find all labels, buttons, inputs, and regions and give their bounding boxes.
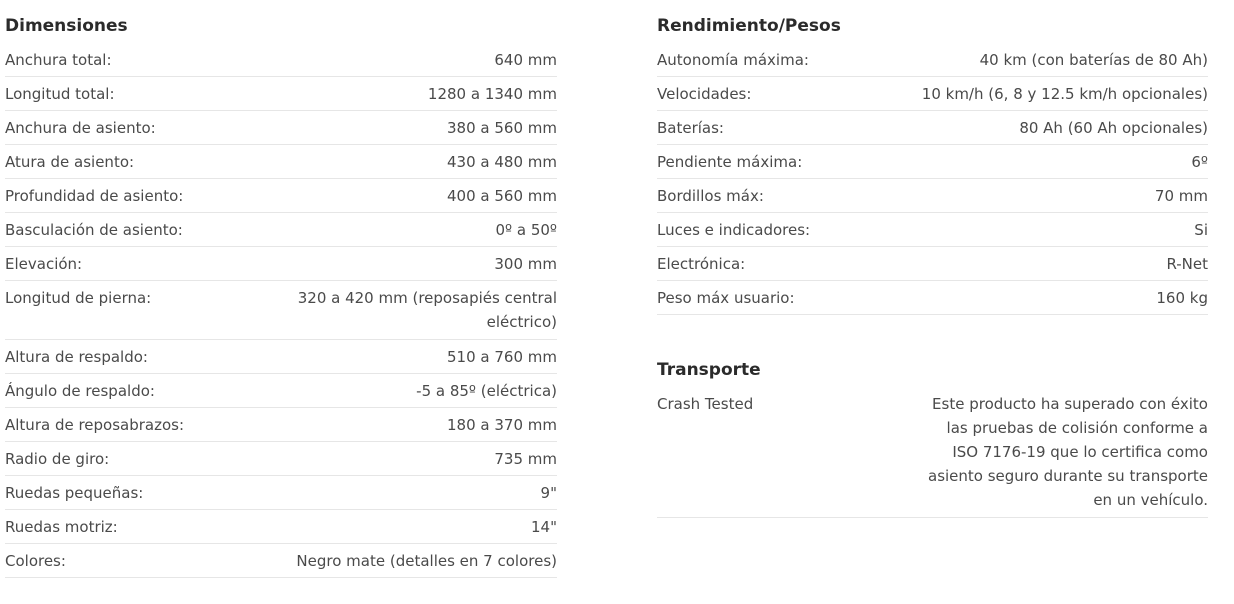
spec-row (657, 387, 1208, 518)
spec-row (5, 374, 557, 408)
spec-row (657, 281, 1208, 315)
spec-value: 510 a 760 mm (447, 348, 557, 366)
spec-row (5, 510, 557, 544)
spec-value: -5 a 85º (eléctrica) (416, 382, 557, 400)
spec-label: Longitud total: (5, 85, 115, 103)
spec-label: Elevación: (5, 255, 83, 273)
spec-value: R-Net (1166, 255, 1208, 273)
spec-label: Luces e indicadores: (657, 221, 811, 239)
spec-value: Si (1194, 221, 1208, 239)
spec-value: Negro mate (detalles en 7 colores) (296, 552, 557, 570)
spec-label: Anchura total: (5, 51, 112, 69)
spec-value: 14" (531, 518, 557, 536)
spec-label: Radio de giro: (5, 450, 110, 468)
spec-row (657, 43, 1208, 77)
spec-label: Autonomía máxima: (657, 51, 809, 69)
spec-value: 400 a 560 mm (447, 187, 557, 205)
spec-label: Longitud de pierna: (5, 289, 152, 307)
spec-value: Este producto ha superado con éxito las pruebas de colisión conforme a ISO 7176-19 que lo certifica como asiento seguro durante su transporte en un vehículo. (928, 395, 1208, 509)
spec-label: Velocidades: (657, 85, 752, 103)
spec-label: Electrónica: (657, 255, 746, 273)
spec-label: Ruedas motriz: (5, 518, 118, 536)
spec-value: 640 mm (494, 51, 557, 69)
spec-value: 10 km/h (6, 8 y 12.5 km/h opcionales) (921, 85, 1208, 103)
spec-row (5, 111, 557, 145)
spec-label: Crash Tested (657, 395, 754, 413)
spec-row (5, 544, 557, 578)
spec-label: Colores: (5, 552, 66, 570)
spec-row (657, 179, 1208, 213)
spec-row (5, 77, 557, 111)
spec-label: Anchura de asiento: (5, 119, 156, 137)
spec-value: 320 a 420 mm (reposapiés central eléctrico) (297, 289, 557, 331)
spec-label: Baterías: (657, 119, 724, 137)
spec-label: Peso máx usuario: (657, 289, 795, 307)
spec-row (5, 408, 557, 442)
rendimiento-table (657, 43, 1208, 315)
spec-value: 40 km (con baterías de 80 Ah) (979, 51, 1208, 69)
spec-value: 0º a 50º (495, 221, 557, 239)
spec-label: Atura de asiento: (5, 153, 135, 171)
transporte-table (657, 387, 1208, 518)
spec-value: 380 a 560 mm (447, 119, 557, 137)
spec-value: 80 Ah (60 Ah opcionales) (1019, 119, 1208, 137)
spec-row (657, 77, 1208, 111)
spec-value: 300 mm (494, 255, 557, 273)
spec-value: 180 a 370 mm (447, 416, 557, 434)
spec-row (5, 213, 557, 247)
spec-value: 735 mm (494, 450, 557, 468)
spec-row (5, 179, 557, 213)
spec-label: Bordillos máx: (657, 187, 764, 205)
spec-row (657, 145, 1208, 179)
spec-row (5, 340, 557, 374)
spec-value: 9" (540, 484, 557, 502)
spec-label: Altura de reposabrazos: (5, 416, 185, 434)
transporte-title: Transporte (657, 360, 761, 380)
dimensiones-title: Dimensiones (5, 16, 128, 36)
spec-value: 1280 a 1340 mm (427, 85, 557, 103)
spec-row (5, 43, 557, 77)
spec-value: 6º (1191, 153, 1208, 171)
spec-row (5, 476, 557, 510)
dimensiones-table (5, 43, 557, 578)
spec-label: Pendiente máxima: (657, 153, 803, 171)
spec-row (5, 145, 557, 179)
spec-label: Profundidad de asiento: (5, 187, 184, 205)
spec-row (5, 281, 557, 340)
spec-label: Ángulo de respaldo: (5, 382, 155, 400)
spec-value: 70 mm (1154, 187, 1208, 205)
spec-value: 160 kg (1156, 289, 1208, 307)
spec-row (657, 111, 1208, 145)
spec-row (657, 213, 1208, 247)
rendimiento-title: Rendimiento/Pesos (657, 16, 841, 36)
spec-label: Ruedas pequeñas: (5, 484, 144, 502)
spec-row (657, 247, 1208, 281)
spec-value: 430 a 480 mm (447, 153, 557, 171)
spec-label: Basculación de asiento: (5, 221, 183, 239)
spec-label: Altura de respaldo: (5, 348, 148, 366)
spec-row (5, 442, 557, 476)
spec-row (5, 247, 557, 281)
